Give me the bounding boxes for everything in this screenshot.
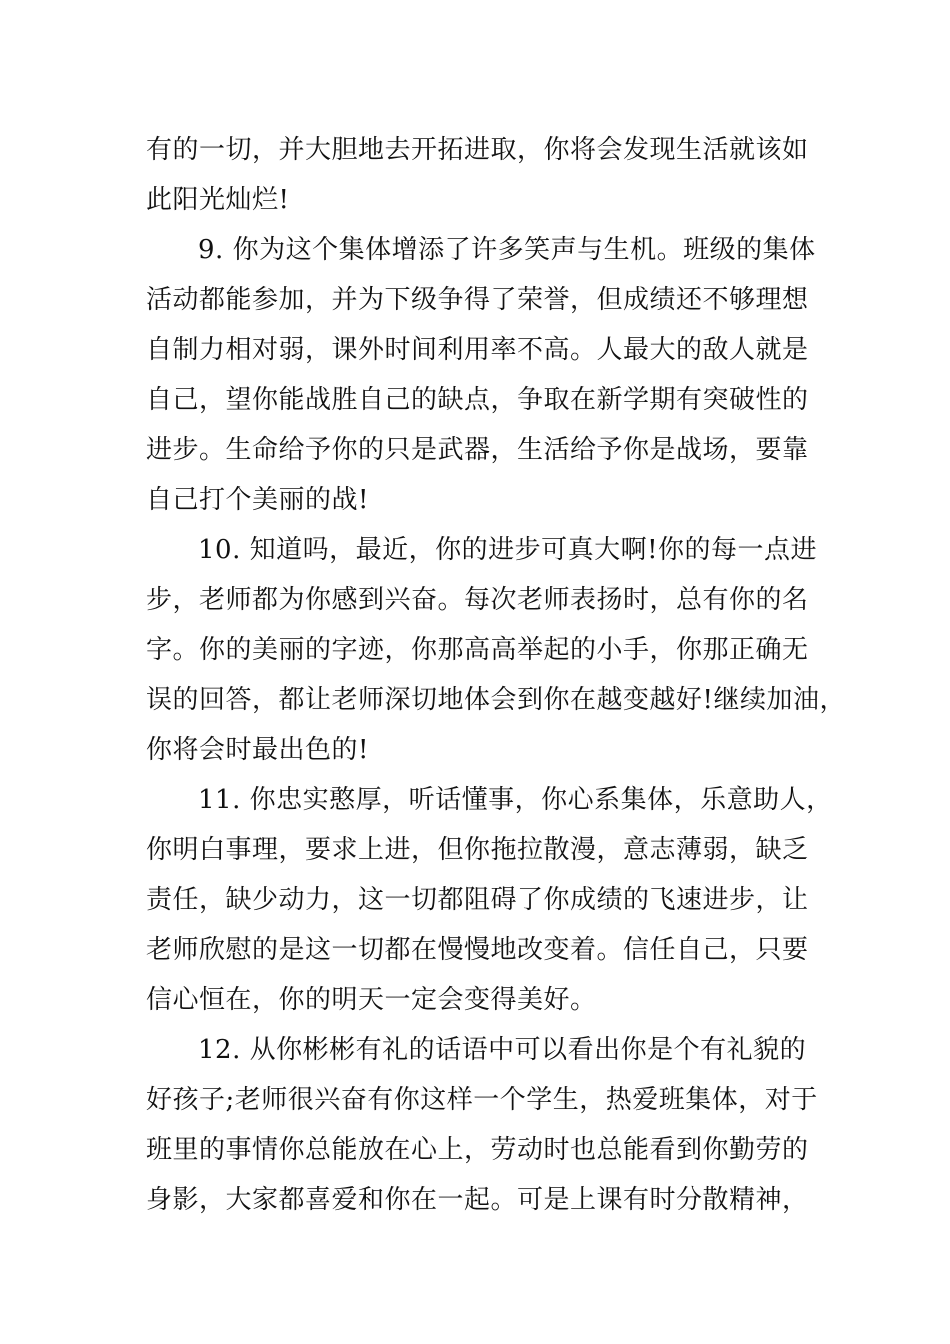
text-line: 此阳光灿烂! bbox=[146, 185, 290, 215]
text-line: 活动都能参加，并为下级争得了荣誉，但成绩还不够理想 bbox=[146, 285, 809, 315]
text-line: 你明白事理，要求上进，但你拖拉散漫，意志薄弱，缺乏 bbox=[146, 835, 809, 865]
text-line: 好孩子;老师很兴奋有你这样一个学生，热爱班集体，对于 bbox=[146, 1085, 818, 1115]
text-line: 班里的事情你总能放在心上，劳动时也总能看到你勤劳的 bbox=[146, 1135, 809, 1165]
paragraph-start-11: 11. 你忠实憨厚，听话懂事，你心系集体，乐意助人， bbox=[198, 785, 833, 815]
text-line: 老师欣慰的是这一切都在慢慢地改变着。信任自己，只要 bbox=[146, 935, 809, 965]
text-line: 自制力相对弱，课外时间利用率不高。人最大的敌人就是 bbox=[146, 335, 809, 365]
paragraph-start-12: 12. 从你彬彬有礼的话语中可以看出你是个有礼貌的 bbox=[198, 1035, 807, 1065]
paragraph-start-9: 9. 你为这个集体增添了许多笑声与生机。班级的集体 bbox=[198, 235, 816, 265]
text-line: 误的回答，都让老师深切地体会到你在越变越好!继续加油， bbox=[146, 685, 846, 715]
text-line: 信心恒在，你的明天一定会变得美好。 bbox=[146, 985, 597, 1015]
text-line: 责任，缺少动力，这一切都阻碍了你成绩的飞速进步，让 bbox=[146, 885, 809, 915]
text-line: 你将会时最出色的! bbox=[146, 735, 369, 765]
text-line: 进步。生命给予你的只是武器，生活给予你是战场，要靠 bbox=[146, 435, 809, 465]
paragraph-start-10: 10. 知道吗，最近，你的进步可真大啊!你的每一点进 bbox=[198, 535, 818, 565]
text-line: 自己打个美丽的战! bbox=[146, 485, 369, 515]
text-line: 字。你的美丽的字迹，你那高高举起的小手，你那正确无 bbox=[146, 635, 809, 665]
text-line: 有的一切，并大胆地去开拓进取，你将会发现生活就该如 bbox=[146, 135, 809, 165]
text-line: 自己，望你能战胜自己的缺点，争取在新学期有突破性的 bbox=[146, 385, 809, 415]
text-line: 步，老师都为你感到兴奋。每次老师表扬时，总有你的名 bbox=[146, 585, 809, 615]
text-line: 身影，大家都喜爱和你在一起。可是上课有时分散精神， bbox=[146, 1185, 809, 1215]
